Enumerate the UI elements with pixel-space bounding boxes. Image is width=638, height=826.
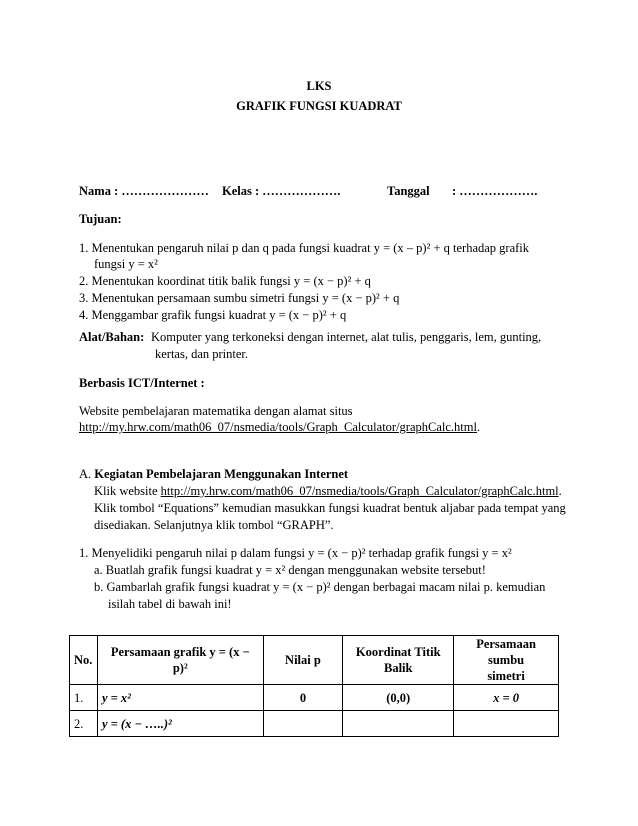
header-sumbu-simetri: [454, 636, 559, 685]
alat-line-2: kertas, dan printer.: [155, 347, 249, 361]
header-sumbu-line-1: Persamaan sumbu: [476, 637, 536, 667]
alat-label: Alat/Bahan:: [79, 330, 145, 344]
section-a-letter: A.: [79, 467, 95, 481]
row-1-sumbu: x = 0: [454, 685, 559, 711]
header-nilai-p: Nilai p: [263, 636, 343, 685]
ict-url-suffix: .: [476, 420, 481, 434]
row-1-koordinat: (0,0): [343, 685, 454, 711]
row-2-nilai-p[interactable]: [263, 711, 343, 737]
table-header-row: [70, 636, 559, 685]
header-koordinat-line-2: Balik: [383, 661, 413, 675]
ict-heading: Berbasis ICT/Internet :: [79, 376, 205, 390]
section-a-klik-prefix: Klik website: [94, 484, 161, 498]
row-1-persamaan: y = x²: [97, 685, 263, 711]
task-1-line-b: b. Gambarlah grafik fungsi kuadrat y = (x − p)² dengan berbagai macam nilai p. kemudian: [94, 580, 546, 594]
tanggal-label: Tanggal: [387, 184, 430, 198]
tujuan-item-1: 1. Menentukan pengaruh nilai p dan q pada fungsi kuadrat y = (x – p)² + q terhadap grafik: [79, 241, 530, 255]
row-2-no: 2.: [70, 711, 98, 737]
section-a-line-3: disediakan. Selanjutnya klik tombol “GRAPH”.: [94, 518, 334, 532]
kelas-field: Kelas : ……………….: [222, 184, 341, 198]
section-a-title: Kegiatan Pembelajaran Menggunakan Internet: [94, 467, 349, 481]
tujuan-heading: Tujuan:: [79, 212, 122, 226]
row-2-koordinat[interactable]: [343, 711, 454, 737]
tujuan-item-4: 4. Menggambar grafik fungsi kuadrat y = (x − p)² + q: [79, 308, 347, 322]
ict-website-link[interactable]: http://my.hrw.com/math06_07/nsmedia/tools/Graph_Calculator/graphCalc.html: [79, 420, 477, 434]
header-no: No.: [70, 636, 98, 685]
section-a-line-2: Klik tombol “Equations” kemudian masukkan fungsi kuadrat bentuk aljabar pada tempat yang: [94, 501, 566, 515]
section-a-klik-line: [94, 483, 562, 499]
row-2-sumbu[interactable]: [454, 711, 559, 737]
task-1-line-a: a. Buatlah grafik fungsi kuadrat y = x² dengan menggunakan website tersebut!: [94, 563, 486, 577]
task-1-line-b-cont: isilah tabel di bawah ini!: [108, 597, 232, 611]
row-1-nilai-p: 0: [263, 685, 343, 711]
header-koordinat-line-1: Koordinat Titik: [355, 645, 441, 659]
tanggal-field: : ……………….: [452, 184, 538, 198]
header-persamaan-line-2: p)²: [172, 661, 188, 675]
tujuan-item-2: 2. Menentukan koordinat titik balik fungsi y = (x − p)² + q: [79, 274, 371, 288]
ict-line-1: Website pembelajaran matematika dengan alamat situs: [79, 404, 353, 418]
header-koordinat: [343, 636, 454, 685]
tujuan-item-1-cont: fungsi y = x²: [94, 257, 158, 271]
section-a-url-suffix: .: [558, 484, 562, 498]
nama-field: Nama : …………………: [79, 184, 209, 198]
alat-line-1: Komputer yang terkoneksi dengan internet, alat tulis, penggaris, lem, gunting,: [151, 330, 542, 344]
table-row: [70, 711, 559, 737]
document-subtitle: GRAFIK FUNGSI KUADRAT: [236, 99, 402, 113]
task-1-line-1: 1. Menyelidiki pengaruh nilai p dalam fungsi y = (x − p)² terhadap grafik fungsi y = x²: [79, 546, 512, 560]
header-sumbu-line-2: simetri: [487, 669, 525, 683]
tujuan-item-3: 3. Menentukan persamaan sumbu simetri fungsi y = (x − p)² + q: [79, 291, 400, 305]
table-row: [70, 685, 559, 711]
data-table: [69, 635, 559, 737]
document-title: LKS: [306, 79, 332, 93]
header-persamaan-line-1: Persamaan grafik y = (x −: [110, 645, 250, 659]
row-1-no: 1.: [70, 685, 98, 711]
section-a-website-link[interactable]: http://my.hrw.com/math06_07/nsmedia/tools/Graph_Calculator/graphCalc.html: [160, 484, 559, 498]
ict-url-line: [79, 419, 480, 435]
section-a-heading: [79, 466, 348, 482]
row-2-persamaan: y = (x − …..)²: [97, 711, 263, 737]
header-persamaan-grafik: [97, 636, 263, 685]
